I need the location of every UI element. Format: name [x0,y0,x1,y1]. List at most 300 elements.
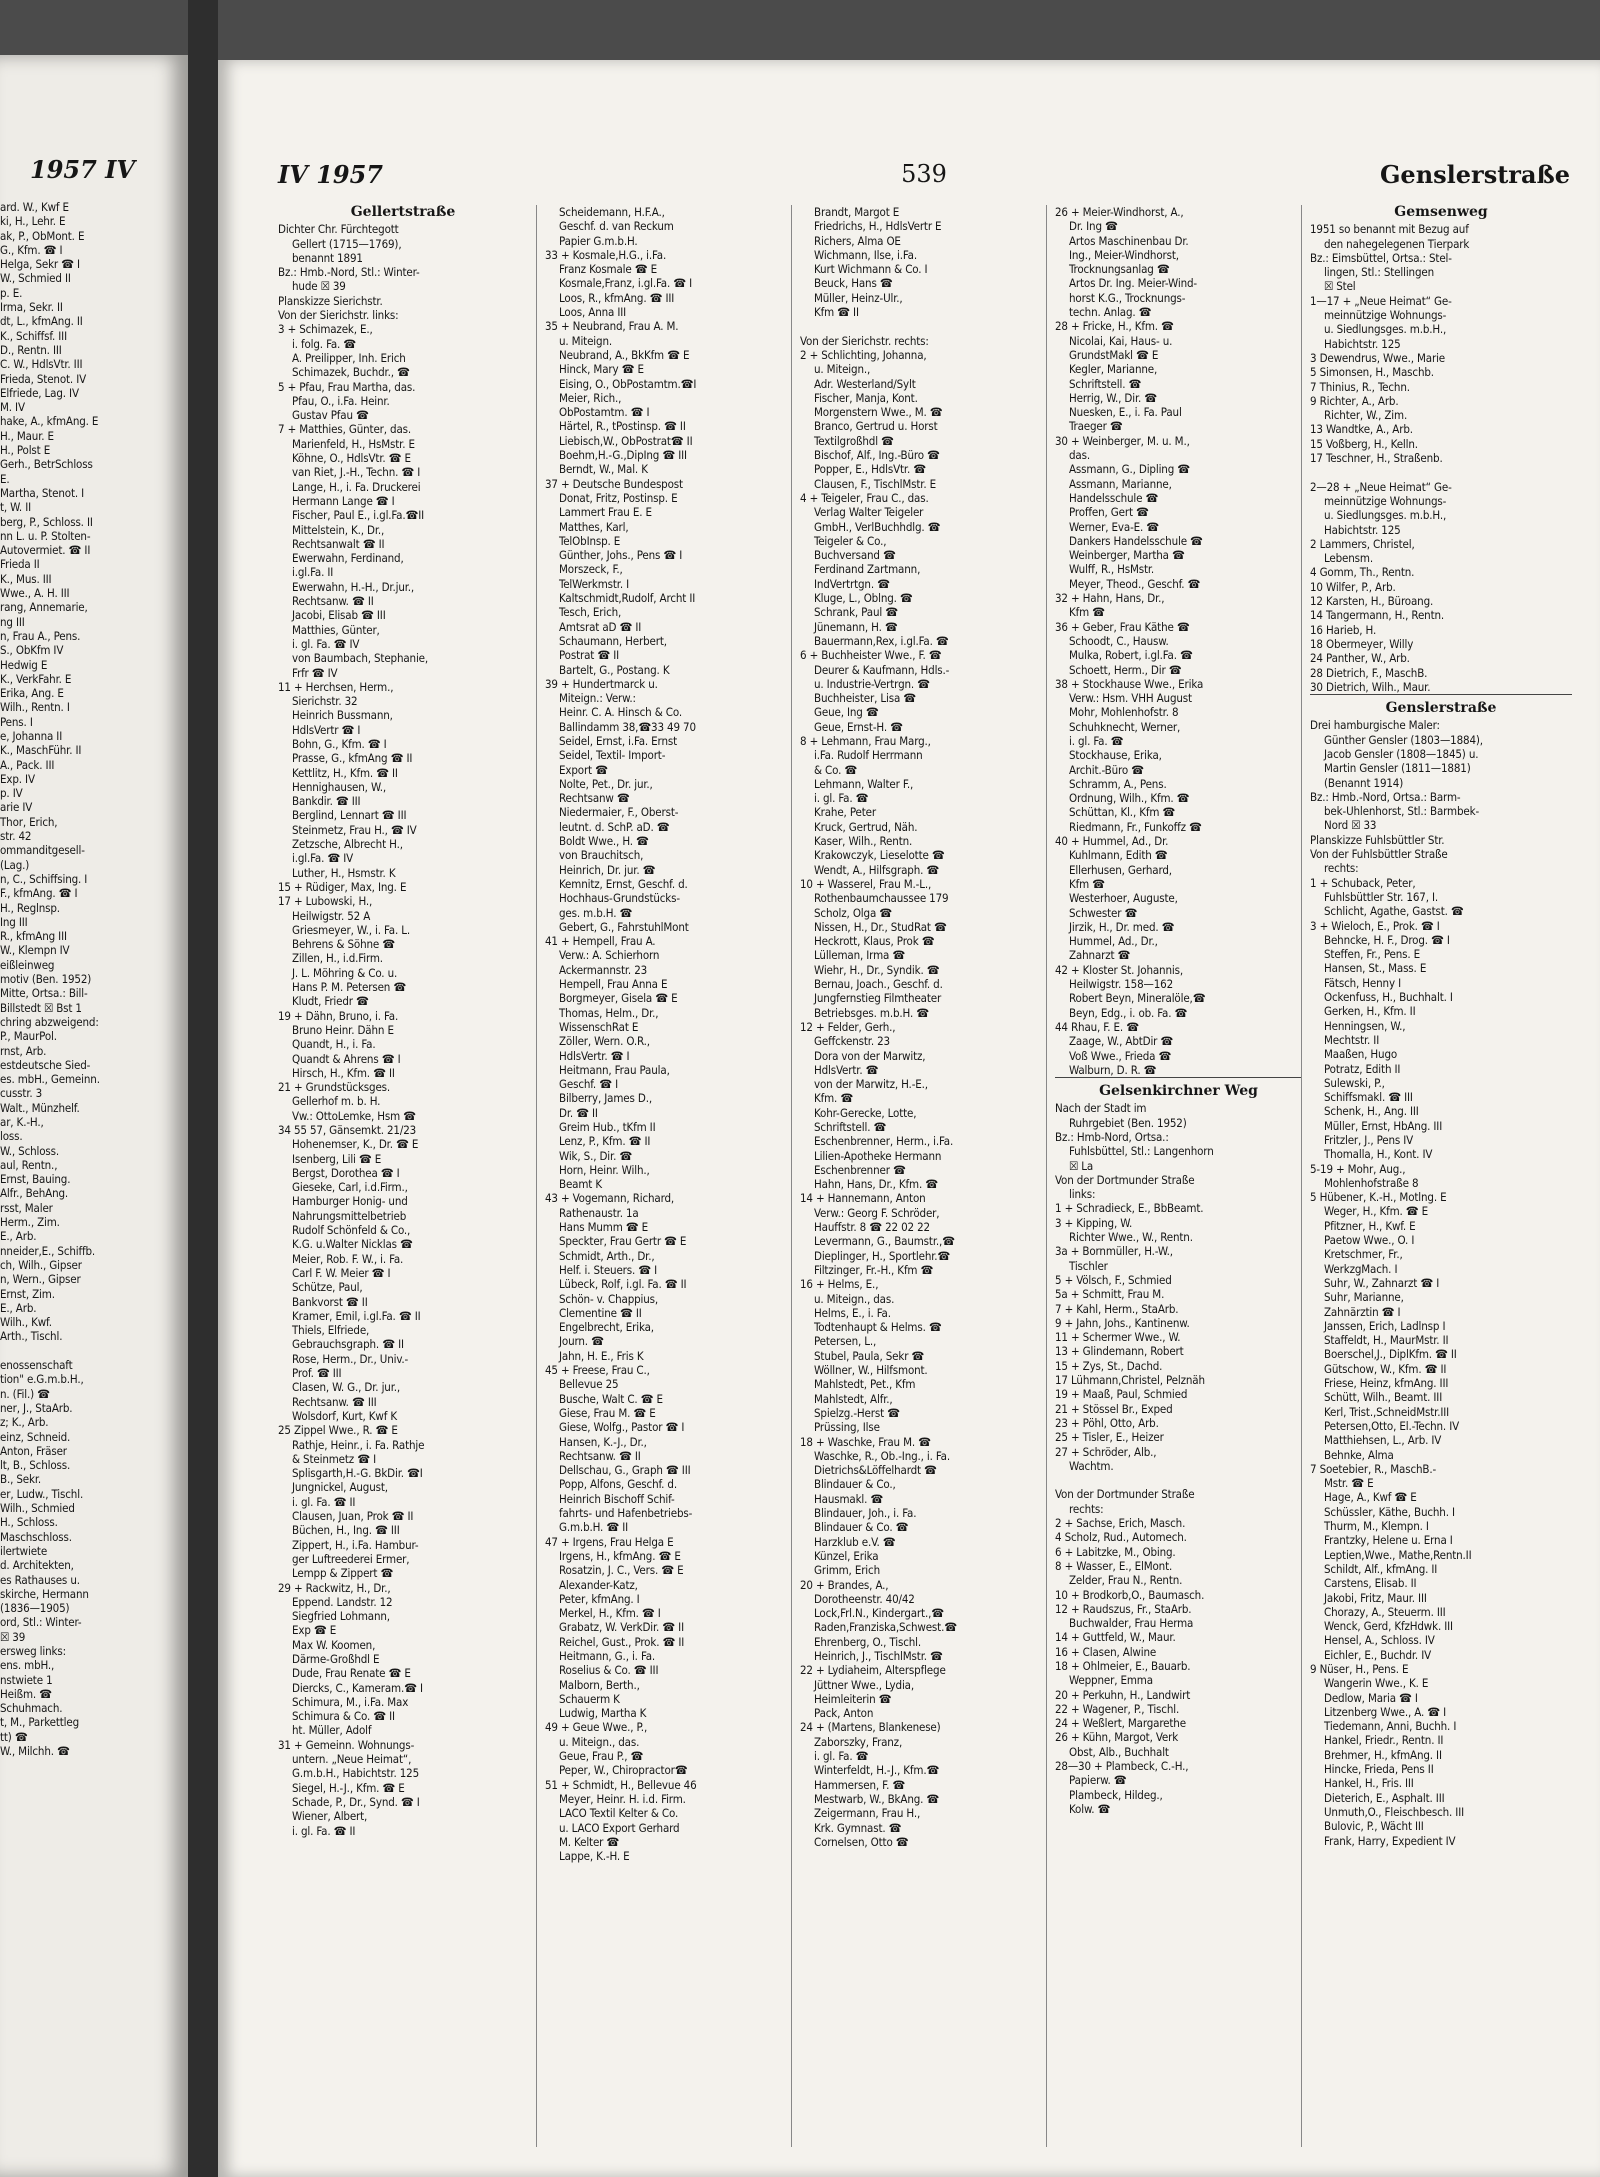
directory-line: Marienfeld, H., HsMstr. E [292,436,415,451]
directory-line: Ewerwahn, H.-H., Dr.jur., [292,579,415,594]
directory-line: Diercks, C., Kameram.☎ I [292,1680,423,1695]
directory-line: Speckter, Frau Gertr ☎ E [559,1234,687,1249]
directory-line: Drei hamburgische Maler: [1310,718,1440,733]
directory-line: Buchheister, Lisa ☎ [814,691,917,706]
directory-line: Hensel, A., Schloss. IV [1324,1633,1435,1648]
directory-line: Dora von der Marwitz, [814,1048,926,1063]
directory-line: G., Kfm. ☎ I [0,242,63,257]
directory-line: Clasen, W. G., Dr. jur., [292,1380,401,1395]
directory-line: P., MaurPol. [0,1029,57,1044]
directory-line: Blindauer & Co., [814,1477,896,1492]
directory-line: Nahrungsmittelbetrieb [292,1208,407,1223]
directory-line: 17 Teschner, H., Straßenb. [1310,451,1443,466]
directory-line: Dr. ☎ II [559,1105,598,1120]
directory-line: Bilberry, James D., [559,1091,652,1106]
directory-line: von Baumbach, Stephanie, [292,651,429,666]
directory-line: Berglind, Lennart ☎ III [292,808,407,823]
directory-line: Thurm, M., Klempn. I [1324,1519,1429,1534]
directory-line: str. 42 [0,829,32,844]
directory-line: den nahegelegenen Tierpark [1324,236,1470,251]
directory-line: Nuesken, E., i. Fa. Paul [1069,405,1182,420]
directory-line: Nicolai, Kai, Haus- u. [1069,333,1173,348]
directory-line: Dellschau, G., Graph ☎ III [559,1463,691,1478]
directory-line: Geue, Ernst-H. ☎ [814,719,903,734]
directory-line: nn L. u. P. Stolten- [0,528,91,543]
directory-line: Walburn, D. R. ☎ [1069,1062,1157,1077]
directory-line: Hincke, Frieda, Pens II [1324,1762,1434,1777]
directory-line: GrundstMakl ☎ E [1069,347,1159,362]
directory-line: W., Milchh. ☎ [0,1744,70,1759]
directory-line: 12 Karsten, H., Büroang. [1310,594,1434,609]
directory-line: Kegler, Marianne, [1069,362,1158,377]
directory-line: Tesch, Erich, [559,605,622,620]
directory-line: Ing III [0,914,28,929]
directory-line: Exp. IV [0,771,35,786]
directory-line: Maschschloss. [0,1529,72,1544]
directory-line: 44 Rhau, F. E. ☎ [1055,1019,1139,1034]
directory-line: es Rathauses u. [0,1572,80,1587]
directory-line: von Brauchitsch, [559,848,644,863]
directory-line: Meier, Rich., [559,390,622,405]
directory-line: Schauerm K [559,1691,620,1706]
directory-line: Hempell, Frau Anna E [559,977,668,992]
directory-line: 15 Voßberg, H., Kelln. [1310,436,1418,451]
directory-line: 1951 so benannt mit Bezug auf [1310,222,1469,237]
directory-line: Heinr. C. A. Hinsch & Co. [559,705,682,720]
directory-line: Ackermannstr. 23 [559,962,648,977]
directory-line: Wwe., A. H. III [0,586,70,601]
directory-line: Gebrauchsgraph. ☎ II [292,1337,404,1352]
directory-line: 41 + Hempell, Frau A. [545,934,656,949]
directory-line: ☒ 39 [0,1629,26,1644]
directory-line: Herm., Zim. [0,1215,60,1230]
directory-line: i. gl. Fa. ☎ [814,1749,869,1764]
directory-line: Dr. Ing ☎ [1069,219,1118,234]
directory-line: Exp ☎ E [292,1623,337,1638]
directory-line: u. Miteign., das. [814,1291,895,1306]
directory-line: Ruhrgebiet (Ben. 1952) [1069,1115,1187,1130]
directory-line: Zöller, Wern. O.R., [559,1034,650,1049]
directory-line: i. gl. Fa. ☎ [814,791,869,806]
directory-line: Autovermiet. ☎ II [0,543,91,558]
directory-line: Alfr., BehAng. [0,1186,69,1201]
directory-line: Lülleman, Irma ☎ [814,948,906,963]
directory-line: Zelder, Frau N., Rentn. [1069,1573,1183,1588]
directory-line: E., Arb. [0,1300,37,1315]
directory-line: Wilh., Rentn. I [0,700,70,715]
directory-line: Heitmann, Frau Paula, [559,1062,670,1077]
directory-line: Maaßen, Hugo [1324,1047,1398,1062]
directory-line: S., ObKfm IV [0,643,64,658]
directory-line: 11 + Schermer Wwe., W. [1055,1330,1181,1345]
directory-line: i.gl.Fa. ☎ IV [292,851,354,866]
directory-line: ner, J., StaArb. [0,1400,73,1415]
directory-line: Vw.: OttoLemke, Hsm ☎ [292,1108,416,1123]
directory-line: Fätsch, Henny I [1324,975,1401,990]
directory-line: Kruck, Gertrud, Näh. [814,819,918,834]
directory-line: Export ☎ [559,762,608,777]
directory-line: Rudolf Schönfeld & Co., [292,1223,411,1238]
directory-line: K., VerkFahr. E [0,671,72,686]
directory-line: tt) ☎ [0,1729,28,1744]
directory-line: Martha, Stenot. I [0,485,85,500]
directory-line: 10 Wilfer, P., Arb. [1310,579,1396,594]
directory-line: E., Arb. [0,1229,37,1244]
directory-line: Eschenbrenner ☎ [814,1162,906,1177]
directory-line: Griesmeyer, W., i. Fa. L. [292,922,410,937]
directory-line: Bischof, Alf., Ing.-Büro ☎ [814,448,940,463]
directory-line: Heinrich, J., TischlMstr. ☎ [814,1648,943,1663]
directory-line: skirche, Hermann [0,1586,89,1601]
directory-line: i. gl. Fa. ☎ II [292,1823,356,1838]
directory-line: Carl F. W. Meier ☎ I [292,1265,391,1280]
directory-line: 34 55 57, Gänsemkt. 21/23 [278,1123,417,1137]
directory-line: ersweg links: [0,1643,66,1658]
directory-line: rechts: [1069,1501,1104,1516]
directory-line: Schuhknecht, Werner, [1069,719,1181,734]
directory-line: hude ☒ 39 [292,279,346,294]
directory-line: 7 Thinius, R., Techn. [1310,379,1410,394]
directory-line: Wilh., Kwf. [0,1315,52,1330]
directory-line: 20 + Perkuhn, H., Landwirt [1055,1687,1191,1702]
directory-line: Zeigermann, Frau H., [814,1806,921,1821]
directory-line: Voß Wwe., Frieda ☎ [1069,1048,1172,1063]
directory-line: Archit.-Büro ☎ [1069,762,1144,777]
directory-line: Kaltschmidt,Rudolf, Archt II [559,591,696,606]
directory-line: Richers, Alma OE [814,233,901,248]
directory-line: Wulff, R., HsMstr. [1069,562,1155,577]
directory-line: Fuhlsbüttler Str. 167, I. [1324,889,1439,904]
directory-line: Wiener, Albert, [292,1809,368,1824]
directory-line: 2 Lammers, Christel, [1310,536,1415,551]
directory-line: Seidel, Textil- Import- [559,748,666,763]
directory-line: Weger, H., Kfm. ☎ E [1324,1204,1429,1219]
directory-line: A., Pack. III [0,757,55,772]
directory-line: Zillen, H., i.d.Firm. [292,951,383,966]
directory-line: Frank, Harry, Expedient IV [1324,1833,1456,1848]
directory-line: 18 + Ohlmeier, E., Bauarb. [1055,1658,1191,1673]
directory-line: Zahnarzt ☎ [1069,948,1131,963]
directory-line: Lock,Frl.N., Kindergart.,☎ [814,1606,944,1621]
directory-line: D., Rentn. III [0,342,62,357]
directory-line: ilertwiete [0,1543,48,1558]
directory-line: Behrens & Söhne ☎ [292,937,395,952]
directory-line: 25 Zippel Wwe., R. ☎ E [278,1423,398,1438]
directory-line: 23 + Pöhl, Otto, Arb. [1055,1415,1159,1430]
directory-line: Schoodt, C., Hausw. [1069,633,1169,648]
directory-line: Thomalla, H., Kont. IV [1324,1147,1433,1162]
directory-line: Dieterich, E., Asphalt. III [1324,1790,1445,1805]
directory-line: Quandt & Ahrens ☎ I [292,1051,401,1066]
directory-line: Stockhause, Erika, [1069,748,1162,763]
directory-line: Wachtm. [1069,1458,1114,1473]
directory-line: Heinrich Bischoff Schif- [559,1491,675,1506]
directory-line: E. [0,471,10,486]
directory-line: Unmuth,O., Fleischbesch. III [1324,1804,1464,1819]
directory-line: Schön- v. Chappius, [559,1291,659,1306]
directory-line: Wolsdorf, Kurt, Kwf K [292,1408,397,1423]
directory-line: 10 + Wasserel, Frau M.-L., [800,876,932,891]
directory-line: Nissen, H., Dr., StudRat ☎ [814,919,947,934]
directory-line: 13 Wandtke, A., Arb. [1310,422,1413,437]
directory-line: Walt., Münzhelf. [0,1100,80,1115]
directory-line: Rechtsanw. ☎ II [292,594,374,609]
directory-line: Kramer, Emil, i.gl.Fa. ☎ II [292,1308,421,1323]
directory-line: Schiffsmakl. ☎ III [1324,1090,1413,1105]
directory-line: Hermann Lange ☎ I [292,493,395,508]
directory-line: Von der Dortmunder Straße [1055,1172,1195,1187]
directory-line: Bankdir. ☎ III [292,794,361,809]
directory-line: Erika, Ang. E [0,686,64,701]
directory-line: Isenberg, Lili ☎ E [292,1151,382,1166]
directory-line: 14 + Hannemann, Anton [800,1191,926,1206]
directory-line: Beuck, Hans ☎ [814,276,893,291]
directory-line: Friedrichs, H., HdlsVertr E [814,219,942,234]
directory-line: Jahn, H. E., Fris K [559,1348,644,1363]
directory-line: Hauffstr. 8 ☎ 22 02 22 [814,1220,930,1235]
directory-line: Hausmakl. ☎ [814,1491,884,1506]
column-5 [1301,205,1572,2147]
directory-line: Carstens, Elisab. II [1324,1576,1417,1591]
directory-line: 9 Nüser, H., Pens. E [1310,1661,1409,1676]
directory-line: Verlag Walter Teigeler [814,505,924,520]
directory-line: Rothenbaumchaussee 179 [814,891,949,906]
directory-line: Prüssing, Ilse [814,1420,880,1435]
directory-line: M. IV [0,400,25,415]
directory-line: Kurt Wichmann & Co. I [814,262,928,277]
directory-line [800,319,1047,333]
directory-line: fahrts- und Hafenbetriebs- [559,1506,693,1521]
directory-line: lt, B., Schloss. [0,1458,71,1473]
directory-line: ard. W., Kwf E [0,200,69,214]
directory-line: Clementine ☎ II [559,1305,642,1320]
directory-line: 20 + Brandes, A., [800,1577,889,1592]
directory-line: Suhr, W., Zahnarzt ☎ I [1324,1275,1440,1290]
directory-line: Hohenemser, K., Dr. ☎ E [292,1137,419,1152]
directory-line: p. IV [0,786,23,801]
column-3 [791,205,1047,2147]
directory-line: C. W., HdlsVtr. III [0,357,83,372]
directory-line: Giese, Wolfg., Pastor ☎ I [559,1420,685,1435]
directory-line: Buchwalder, Frau Herma [1069,1616,1194,1631]
directory-line: Blindauer & Co. ☎ [814,1520,909,1535]
directory-line: van Riet, J.-H., Techn. ☎ I [292,465,421,480]
directory-line: Suhr, Marianne, [1324,1290,1404,1305]
column-2 [536,205,792,2147]
directory-line: Ordnung, Wilh., Kfm. ☎ [1069,791,1190,806]
directory-line: Verw.: A. Schierhorn [559,948,660,963]
directory-line: Zaage, W., AbtDir ☎ [1069,1034,1174,1049]
directory-line: Wangerin Wwe., K. E [1324,1676,1429,1691]
directory-line: Nach der Stadt im [1055,1101,1147,1116]
directory-line: Von der Sierichstr. rechts: [800,333,929,348]
directory-line: Gieseke, Carl, i.d.Firm., [292,1180,408,1195]
directory-line: Boehm,H.-G.,DipIng ☎ III [559,448,687,463]
directory-line: Heimleiterin ☎ [814,1691,892,1706]
directory-line: ☒ La [1069,1158,1094,1173]
directory-line: Staffeldt, H., MaurMstr. II [1324,1333,1449,1348]
directory-line: Jacob Gensler (1808—1845) u. [1324,746,1479,761]
directory-line: Sierichstr. 32 [292,694,358,709]
street-heading: Gellertstraße [350,205,456,220]
directory-line: 42 + Kloster St. Johannis, [1055,962,1183,977]
directory-line: Mahlstedt, Alfr., [814,1391,893,1406]
directory-line: Sulewski, P., [1324,1075,1385,1090]
directory-line: Billstedt ☒ Bst 1 [0,1000,82,1015]
directory-line: Giese, Frau M. ☎ E [559,1405,656,1420]
directory-line: Jünemann, H. ☎ [814,619,898,634]
directory-line: Neubrand, A., BkKfm ☎ E [559,347,690,362]
directory-line: TelWerkmstr. I [559,576,630,591]
directory-line: 17 + Lubowski, H., [278,894,373,909]
directory-line: Heißm. ☎ [0,1686,52,1701]
directory-line: Alexander-Katz, [559,1577,638,1592]
directory-line: Heitmann, G., i. Fa. [559,1648,656,1663]
directory-line: 36 + Geber, Frau Käthe ☎ [1055,619,1190,634]
directory-line: links: [1069,1187,1096,1202]
directory-line: Heilwigstr. 52 A [292,908,371,923]
directory-line: Lenz, P., Kfm. ☎ II [559,1134,651,1149]
directory-line: Hankel, H., Fris. III [1324,1776,1414,1791]
directory-line: Ludwig, Martha K [559,1706,647,1721]
directory-line: 1—17 + „Neue Heimat“ Ge- [1310,293,1452,308]
directory-line: 25 + Tisler, E., Heizer [1055,1430,1164,1445]
running-head-left: IV 1957 [278,160,383,189]
column-4 [1046,205,1302,2147]
directory-line: Jungfernstieg Filmtheater [814,991,942,1006]
directory-line: Steinmetz, Frau H., ☎ IV [292,822,417,837]
directory-line: 5-19 + Mohr, Aug., [1310,1161,1406,1176]
directory-line: Morszeck, F., [559,562,623,577]
directory-line: Prof. ☎ III [292,1366,342,1381]
directory-line: HdlsVertr. ☎ I [559,1048,630,1063]
directory-line: Bankvorst ☎ II [292,1294,368,1309]
directory-line: Henningsen, W., [1324,1018,1406,1033]
directory-line: Beamt K [559,1177,602,1192]
directory-line: Bohn, G., Kfm. ☎ I [292,736,387,751]
directory-line: Gebert, G., FahrstuhlMont [559,919,689,934]
directory-line: u. Siedlungsges. m.b.H., [1324,322,1447,337]
directory-line: Max W. Koomen, [292,1637,376,1652]
directory-line: rsst, Maler [0,1200,53,1215]
directory-line: Irgens, H., kfmAng. ☎ E [559,1548,681,1563]
directory-line: Ellerhusen, Gerhard, [1069,862,1172,877]
directory-line: Habichtstr. 125 [1324,336,1401,351]
directory-line: z; K., Arb. [0,1415,49,1430]
directory-line: bek-Uhlenhorst, Stl.: Barmbek- [1324,804,1480,819]
directory-line: Krakowczyk, Lieselotte ☎ [814,848,945,863]
directory-line: Schoett, Herm., Dir ☎ [1069,662,1182,677]
directory-line: Kretschmer, Fr., [1324,1247,1403,1262]
directory-line: 19 + Maaß, Paul, Schmied [1055,1387,1188,1402]
directory-line: Mahlstedt, Pet., Kfm [814,1377,916,1392]
directory-line: Planskizze Fuhlsbüttler Str. [1310,832,1445,847]
directory-line: 24 + Weßlert, Margarethe [1055,1716,1186,1731]
directory-line: 37 + Deutsche Bundespost [545,476,683,491]
directory-line: n. (Fil.) ☎ [0,1386,50,1401]
directory-line: Lappe, K.-H. E [559,1849,630,1864]
directory-line: 9 + Jahn, Johs., Kantinenw. [1055,1315,1190,1330]
directory-line: d. Architekten, [0,1558,74,1573]
directory-line: Kfm ☎ [1069,605,1105,620]
directory-line: 22 + Lydiaheim, Alterspflege [800,1663,946,1678]
directory-line: Plambeck, Hildeg., [1069,1787,1163,1802]
directory-line: 5 + Pfau, Frau Martha, das. [278,379,416,394]
directory-line: Kluge, L., Oblng. ☎ [814,591,913,606]
column-1 [278,205,528,2147]
directory-line: 4 + Teigeler, Frau C., das. [800,490,929,505]
directory-line: Rathenaustr. 1a [559,1205,639,1220]
directory-line: Frieda II [0,557,40,572]
directory-line: Bz.: Hmb.-Nord, Ortsa.: Barm- [1310,789,1461,804]
directory-line: Frantzky, Helene u. Erna I [1324,1533,1453,1548]
directory-line: ch, Wilh., Gipser [0,1257,82,1272]
directory-line: ht. Müller, Adolf [292,1723,372,1738]
directory-line: Rosatzin, J. C., Vers. ☎ E [559,1563,684,1578]
directory-line: H., Polst E [0,443,51,458]
directory-line: u. LACO Export Gerhard [559,1820,680,1835]
directory-line: 17 Lühmann,Christel, Pelznäh [1055,1373,1205,1388]
street-heading: Genslerstraße [1310,694,1572,718]
directory-line: Bz.: Hmb.-Nord, Stl.: Winter- [278,265,420,280]
directory-line: 21 + Grundstücksges. [278,1080,391,1095]
directory-line: Niedermaier, F., Oberst- [559,805,679,820]
directory-line: Helf. i. Steuers. ☎ I [559,1262,658,1277]
directory-line: Hans Mumm ☎ E [559,1220,649,1235]
running-head-right: Genslerstraße [1379,160,1570,189]
directory-line: Traeger ☎ [1069,419,1123,434]
directory-line: Müller, Ernst, HbAng. III [1324,1118,1443,1133]
directory-line: G.m.b.H., Habichtstr. 125 [292,1766,420,1781]
directory-line: cusstr. 3 [0,1086,43,1101]
directory-line: Deurer & Kaufmann, Hdls.- [814,662,950,677]
directory-line: Heinrich, Dr. jur. ☎ [559,862,656,877]
directory-line: Friese, Heinz, kfmAng. III [1324,1376,1449,1391]
directory-line: nneider,E., Schiffb. [0,1243,96,1258]
directory-line: rang, Annemarie, [0,600,88,615]
directory-line: (Lag.) [0,857,30,872]
directory-line: 47 + Irgens, Frau Helga E [545,1534,674,1549]
directory-line [1055,1473,1302,1487]
directory-line: A. Preilipper, Inh. Erich [292,350,406,365]
directory-line: Hansen, K.-J., Dr., [559,1434,647,1449]
directory-line: 40 + Hummel, Ad., Dr. [1055,834,1169,849]
directory-line: chring abzweigend: [0,1014,99,1029]
directory-line: 18 Obermeyer, Willy [1310,636,1414,651]
directory-line: das. [1069,448,1090,463]
directory-line: 45 + Freese, Frau C., [545,1363,650,1378]
directory-line: Mittelstein, K., Dr., [292,522,385,537]
directory-line: Tiedemann, Anni, Buchh. I [1324,1719,1457,1734]
directory-line: H., Schloss. [0,1515,58,1530]
directory-line: Herrig, W., Dir. ☎ [1069,390,1158,405]
directory-line: Günther, Johs., Pens ☎ I [559,548,683,563]
directory-line: leutnt. d. SchP. aD. ☎ [559,819,670,834]
directory-line: Roselius & Co. ☎ III [559,1663,659,1678]
directory-line: 14 Tangermann, H., Rentn. [1310,608,1445,623]
directory-line: Schüssler, Käthe, Buchh. I [1324,1504,1455,1519]
directory-line: 2 + Sachse, Erich, Masch. [1055,1516,1186,1531]
directory-line: Teigeler & Co., [814,533,887,548]
directory-line: 12 + Felder, Gerh., [800,1019,896,1034]
directory-line: Betriebsges. m.b.H. ☎ [814,1005,929,1020]
directory-line: Adr. Westerland/Sylt [814,376,916,391]
directory-line: Peper, W., Chiropractor☎ [559,1763,688,1778]
directory-line: Krk. Gymnast. ☎ [814,1820,902,1835]
directory-line: Fritzler, J., Pens IV [1324,1133,1414,1147]
directory-line: 24 + (Martens, Blankenese) [800,1720,941,1735]
directory-line: 4 Gomm, Th., Rentn. [1310,565,1415,580]
